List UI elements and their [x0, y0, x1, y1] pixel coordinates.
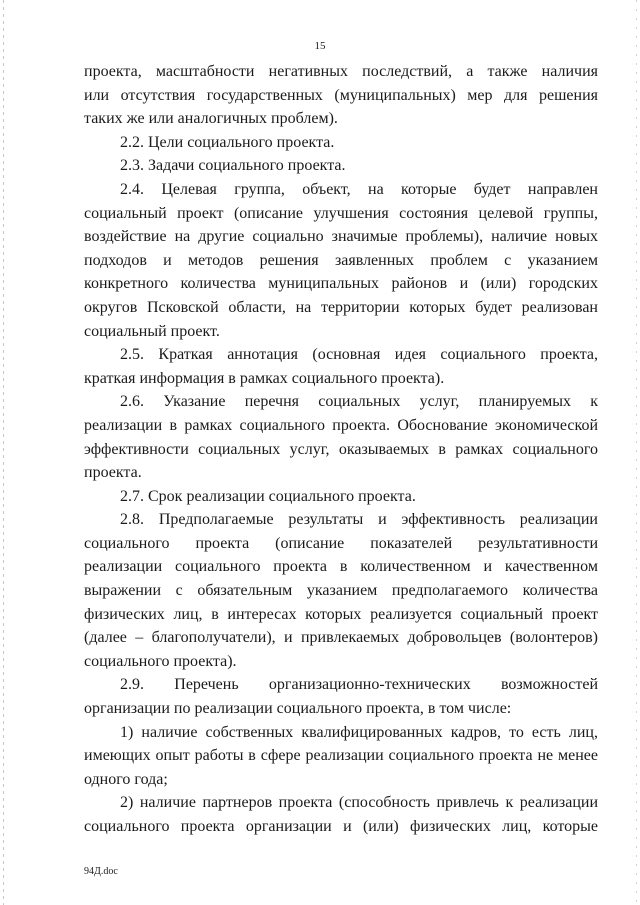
- paragraph-2-9: [84, 673, 598, 720]
- text-line: одного года;: [84, 770, 168, 788]
- text-line: социальный проект.: [84, 322, 220, 340]
- document-body: [84, 60, 598, 839]
- scan-edge-right: [636, 0, 637, 905]
- text-line: подходов и методов решения заявленных проблем с указанием: [84, 251, 598, 269]
- paragraph-2-8: [84, 508, 598, 673]
- text-line: или отсутствия государственных (муниципальных) мер для решения: [84, 86, 598, 104]
- text-line: округов Псковской области, на территории которых будет реализован: [84, 298, 598, 316]
- text-line: 2.6. Указание перечня социальных услуг, планируемых к: [120, 393, 598, 411]
- text-line: 2.8. Предполагаемые результаты и эффективность реализации: [120, 511, 598, 529]
- paragraph-2-6: [84, 390, 598, 484]
- text-line: таких же или аналогичных проблем).: [84, 110, 338, 128]
- text-line: 1) наличие собственных квалифицированных кадров, то есть лиц,: [120, 723, 598, 741]
- text-line: реализации социального проекта в количественном и качественном: [84, 558, 598, 576]
- footer-filename: 94Д.doc: [84, 866, 118, 877]
- text-line: 2.3. Задачи социального проекта.: [120, 157, 346, 175]
- text-line: реализации в рамках социального проекта. Обоснование экономической: [84, 416, 598, 434]
- paragraph-continuation: [84, 60, 598, 131]
- text-line: 2.2. Цели социального проекта.: [120, 133, 335, 151]
- text-line: социального проекта).: [84, 652, 237, 670]
- list-item-2: [84, 791, 598, 838]
- text-line: 2.5. Краткая аннотация (основная идея социального проекта,: [120, 346, 598, 364]
- paragraph-2-5: [84, 343, 598, 390]
- paragraph-2-4: [84, 178, 598, 343]
- text-line: социального проекта организации и (или) физических лиц, которые: [84, 818, 598, 835]
- text-line: воздействие на другие социально значимые проблемы), наличие новых: [84, 228, 598, 246]
- text-line: проекта.: [84, 464, 142, 482]
- page-number: 15: [314, 40, 326, 52]
- text-line: имеющих опыт работы в сфере реализации социального проекта не менее: [84, 747, 598, 765]
- text-line: выражении с обязательным указанием предполагаемого количества: [84, 582, 598, 600]
- text-line: конкретного количества муниципальных районов и (или) городских: [84, 275, 598, 293]
- text-line: социальный проект (описание улучшения состояния целевой группы,: [84, 204, 598, 222]
- scan-edge-left: [3, 0, 4, 905]
- paragraph-2-3: [84, 154, 598, 178]
- text-line: проекта, масштабности негативных последствий, а также наличия: [84, 63, 598, 80]
- paragraph-2-7: [84, 485, 598, 509]
- text-line: 2.9. Перечень организационно-технических возможностей: [120, 676, 598, 694]
- text-line: 2.7. Срок реализации социального проекта.: [120, 487, 416, 505]
- text-line: (далее – благополучатели), и привлекаемых добровольцев (волонтеров): [84, 629, 598, 647]
- text-line: организации по реализации социального проекта, в том числе:: [84, 700, 512, 718]
- text-line: физических лиц, в интересах которых реализуется социальный проект: [84, 605, 598, 623]
- text-line: 2) наличие партнеров проекта (способность привлечь к реализации: [120, 794, 598, 812]
- list-item-1: [84, 721, 598, 792]
- paragraph-2-2: [84, 131, 598, 155]
- text-line: эффективности социальных услуг, оказываемых в рамках социального: [84, 440, 598, 458]
- text-line: 2.4. Целевая группа, объект, на которые будет направлен: [120, 180, 598, 198]
- text-line: краткая информация в рамках социального проекта).: [84, 369, 445, 387]
- text-line: социального проекта (описание показателей результативности: [84, 534, 598, 552]
